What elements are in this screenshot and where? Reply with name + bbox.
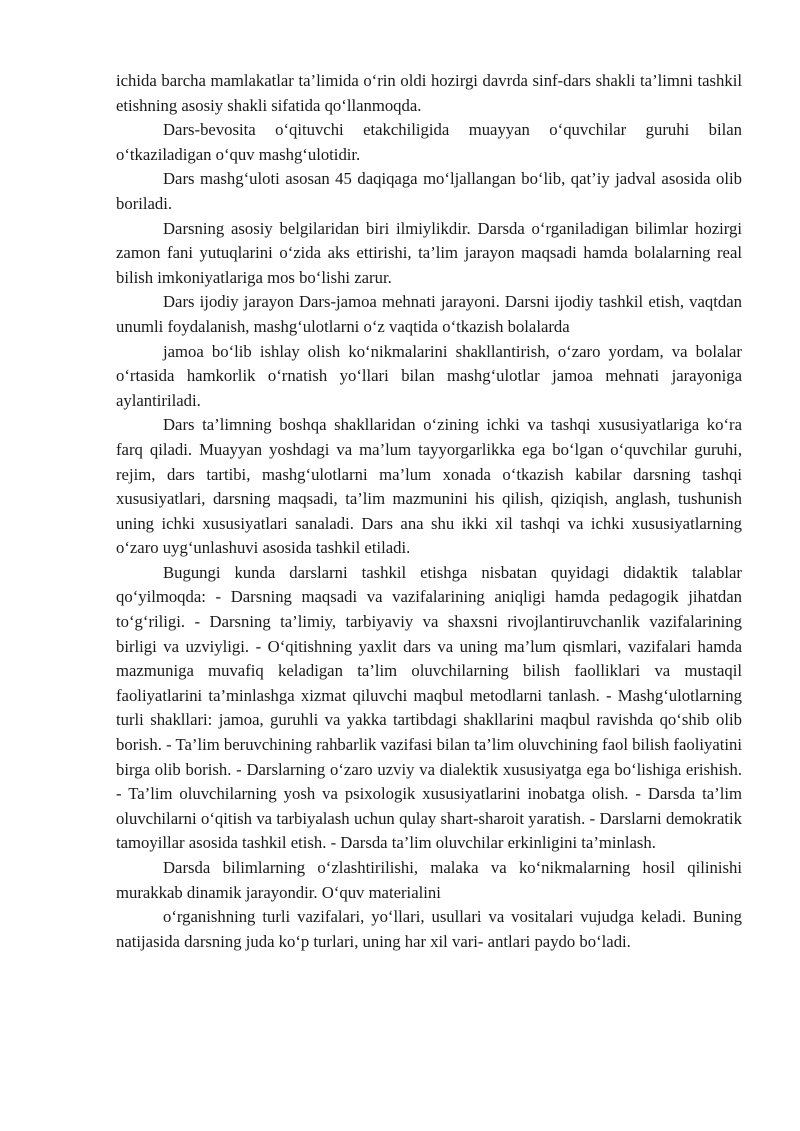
paragraph-1: ichida barcha mamlakatlar ta’limida o‘rin oldi hozirgi davrda sinf-dars shakli ta’limni tashkil etishning asosiy shakli sifatida qo‘llanmoqda. xyxy=(116,71,742,115)
paragraph-2: Dars-bevosita o‘qituvchi etakchiligida muayyan o‘quvchilar guruhi bilan o‘tkaziladigan o‘quv mashg‘ulotidir. xyxy=(116,120,742,164)
document-page xyxy=(116,69,742,954)
paragraph-4: Darsning asosiy belgilaridan biri ilmiylikdir. Darsda o‘rganiladigan bilimlar hozirgi zamon fani yutuqlarini o‘zida aks ettirishi, ta’lim jarayon maqsadi hamda bolalarning real bilish imkoniyatlariga mos bo‘lishi zarur. xyxy=(116,218,742,287)
paragraph-7: Dars ta’limning boshqa shakllaridan o‘zining ichki va tashqi xususiyatlariga ko‘ra farq qiladi. Muayyan yoshdagi va ma’lum tayyorgarlikka ega bo‘lgan o‘quvchilar guruhi, rejim, dars tartibi, mashg‘ulotlarni ma’lum xonada o‘tkazish kabilar darsning tashqi xususiyatlari, darsning maqsadi, ta’lim mazmunini his qilish, qiziqish, anglash, tushunish uning ichki xususiyatlari sanaladi. Dars ana shu ikki xil tashqi va ichki xususiyatlarning o‘zaro uyg‘unlashuvi asosida tashkil etiladi. xyxy=(116,415,742,558)
paragraph-10: o‘rganishning turli vazifalari, yo‘llari, usullari va vositalari vujudga keladi. Buning natijasida darsning juda ko‘p turlari, uning har xil vari- antlari paydo bo‘ladi. xyxy=(116,907,742,951)
paragraph-3: Dars mashg‘uloti asosan 45 daqiqaga mo‘ljallangan bo‘lib, qat’iy jadval asosida olib boriladi. xyxy=(116,169,742,213)
paragraph-6: jamoa bo‘lib ishlay olish ko‘nikmalarini shakllantirish, o‘zaro yordam, va bolalar o‘rtasida hamkorlik o‘rnatish yo‘llari bilan mashg‘ulotlar jamoa mehnati jarayoniga aylantiriladi. xyxy=(116,341,742,410)
paragraph-5: Dars ijodiy jarayon Dars-jamoa mehnati jarayoni. Darsni ijodiy tashkil etish, vaqtdan unumli foydalanish, mashg‘ulotlarni o‘z vaqtida o‘tkazish bolalarda xyxy=(116,292,742,336)
paragraph-9: Darsda bilimlarning o‘zlashtirilishi, malaka va ko‘nikmalarning hosil qilinishi murakkab dinamik jarayondir. O‘quv materialini xyxy=(116,858,742,902)
paragraph-8: Bugungi kunda darslarni tashkil etishga nisbatan quyidagi didaktik talablar qo‘yilmoqda: - Darsning maqsadi va vazifalarining aniqligi hamda pedagogik jihatdan to‘g‘riligi. - Darsning ta’limiy, tarbiyaviy va shaxsni rivojlantiruvchanlik vazifalarining birligi va uzviyligi. - O‘qitishning yaxlit dars va uning ma’lum qismlari, vazifalari hamda mazmuniga muvafiq keladigan ta’lim oluvchilarning bilish faolliklari va mustaqil faoliyatlarini ta’minlashga xizmat qiluvchi maqbul metodlarni tanlash. - Mashg‘ulotlarning turli shakllari: jamoa, guruhli va yakka tartibdagi shakllarini maqbul ravishda qo‘shib olib borish. - Ta’lim beruvchining rahbarlik vazifasi bilan ta’lim oluvchining faol bilish faoliyatini birga olib borish. - Darslarning o‘zaro uzviy va dialektik xususiyatga ega bo‘lishiga erishish. - Ta’lim oluvchilarning yosh va psixologik xususiyatlarini inobatga olish. - Darsda ta’lim oluvchilarni o‘qitish va tarbiyalash uchun qulay shart-sharoit yaratish. - Darslarni demokratik tamoyillar asosida tashkil etish. - Darsda ta’lim oluvchilar erkinligini ta’minlash. xyxy=(116,562,743,853)
